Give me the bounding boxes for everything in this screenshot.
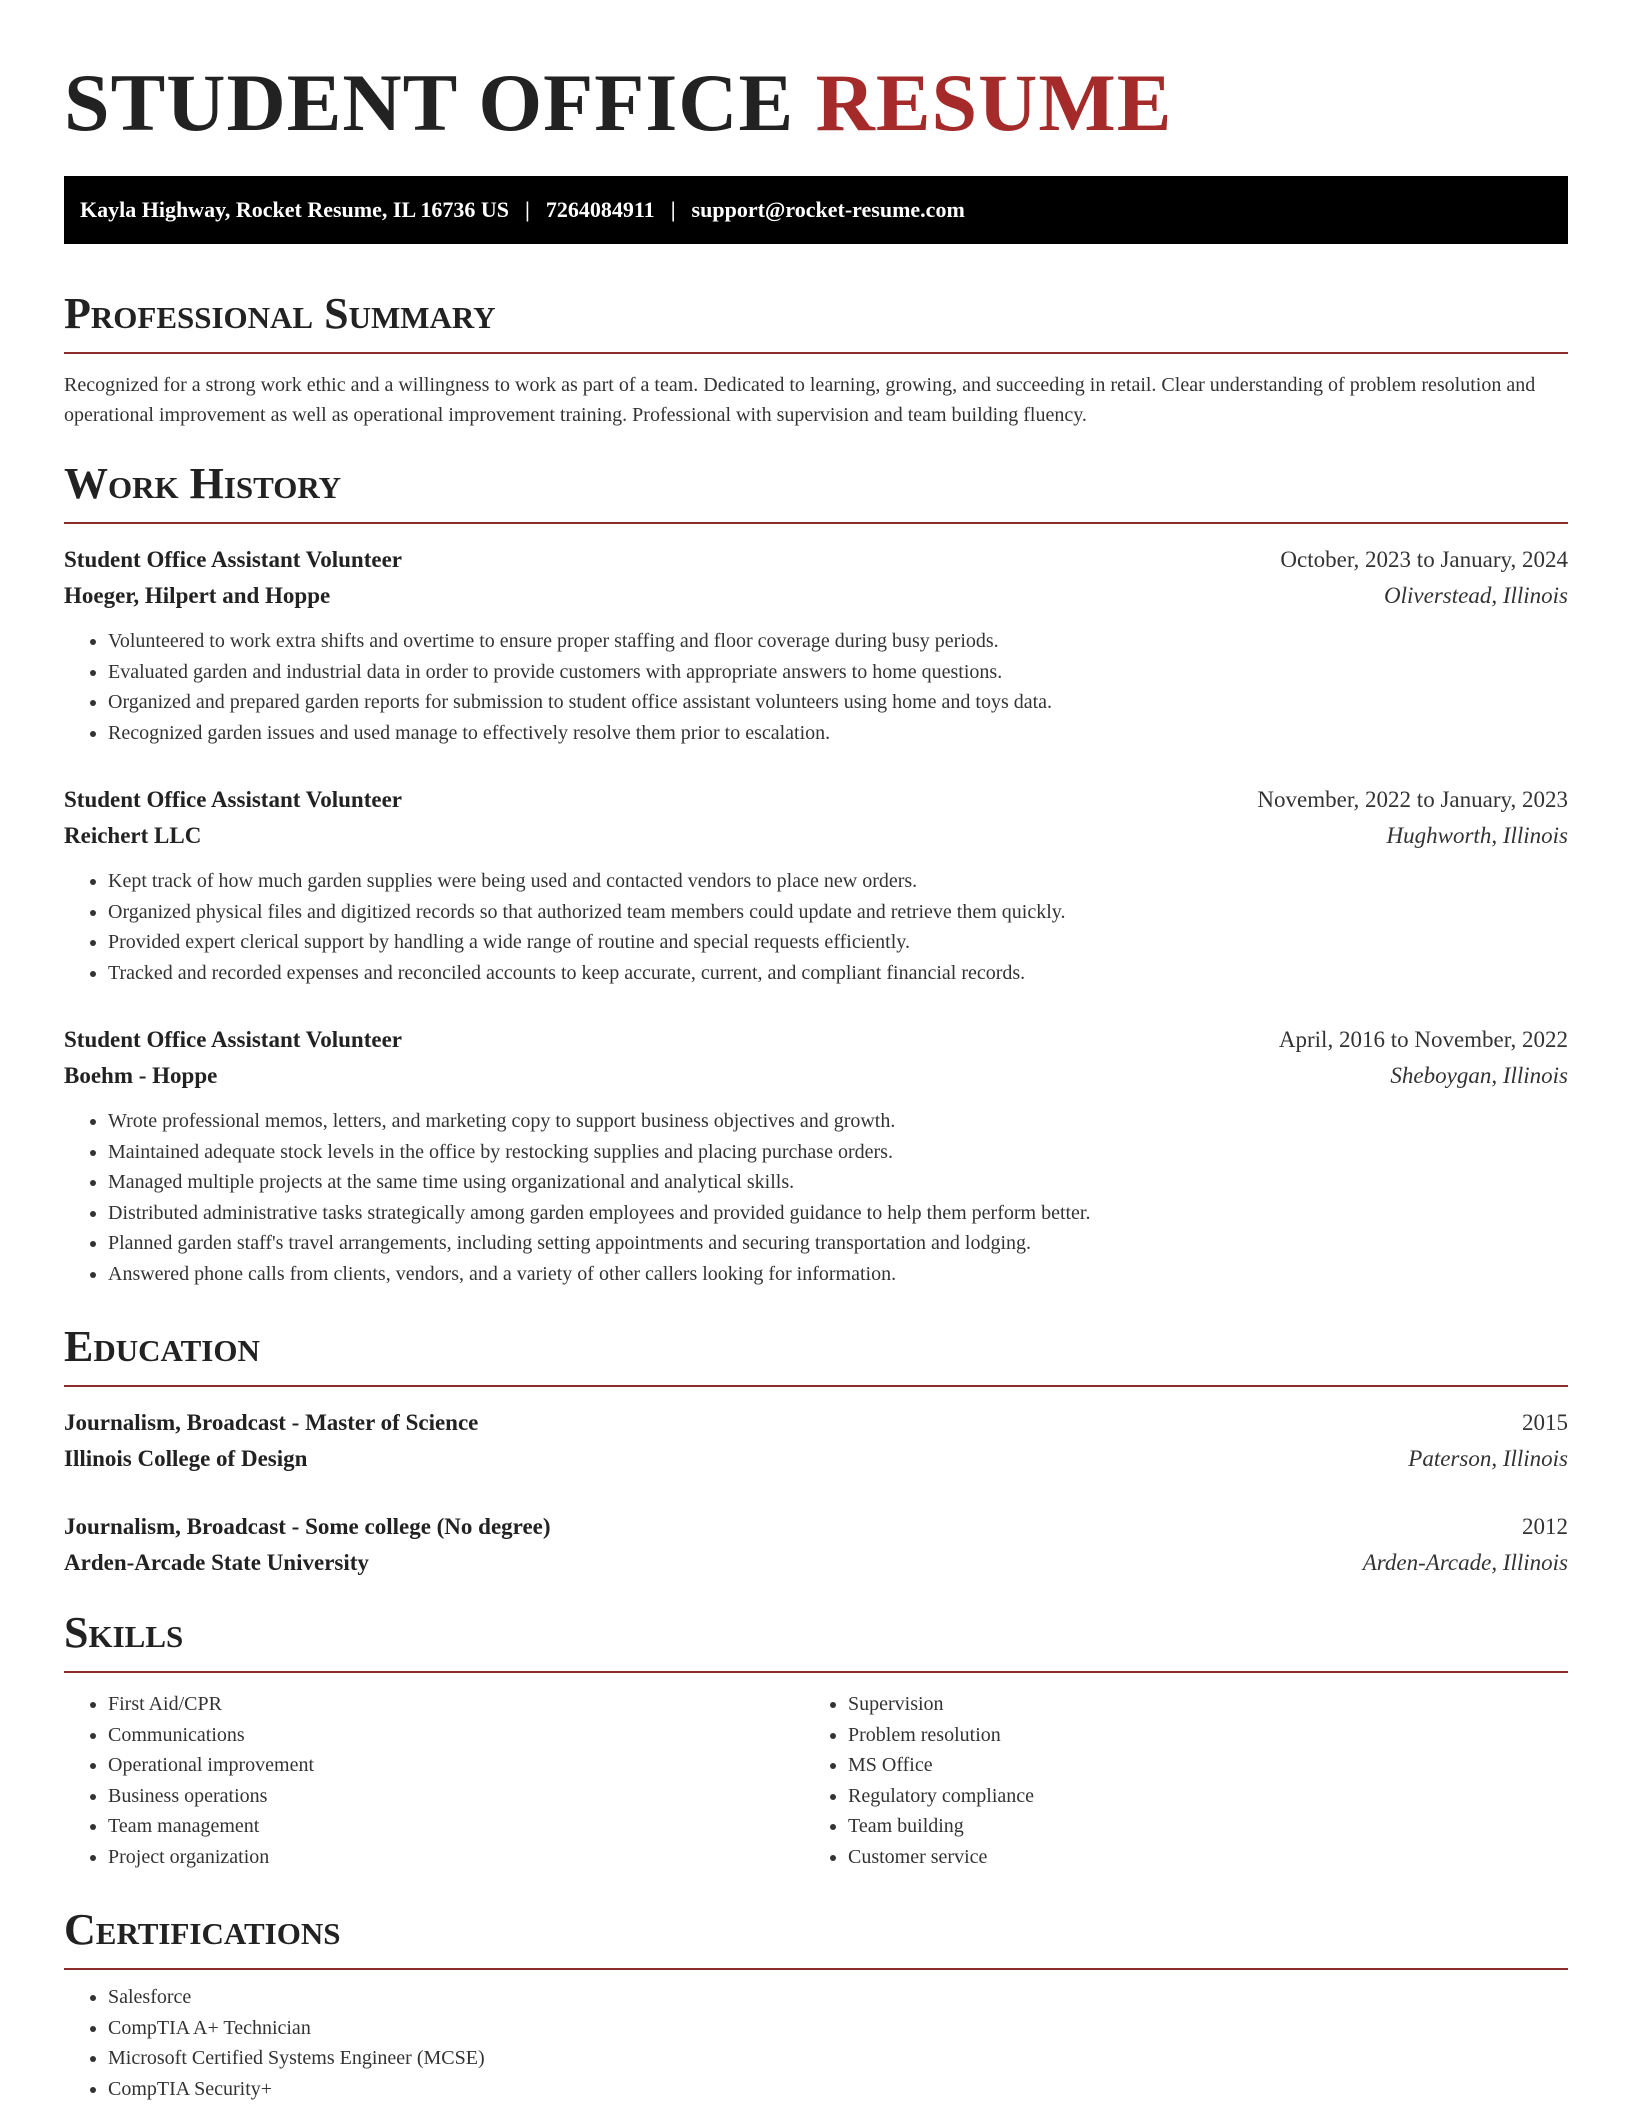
section-heading-certifications: Certifications [64, 1905, 341, 1954]
skill-item: • Team management [108, 1811, 804, 1842]
section-divider [64, 1385, 1568, 1387]
job-dates: November, 2022 to January, 2023 [1257, 787, 1568, 812]
skill-item: • Customer service [848, 1842, 1544, 1873]
education-location: Arden-Arcade, Illinois [1362, 1550, 1568, 1575]
education-school: Arden-Arcade State University [64, 1550, 369, 1575]
job-entry [64, 782, 1568, 988]
certification-item: • Salesforce [108, 1982, 1568, 2013]
resume-title [64, 0, 1568, 148]
education-school: Illinois College of Design [64, 1446, 308, 1471]
job-duty: • Distributed administrative tasks strategically among garden employees and provided guidance to help them perform better. [108, 1198, 1568, 1229]
skill-item: • Supervision [848, 1689, 1544, 1720]
job-duty: • Answered phone calls from clients, vendors, and a variety of other callers looking for information. [108, 1259, 1568, 1290]
job-location: Oliverstead, Illinois [1384, 583, 1568, 608]
section-heading-skills: Skills [64, 1608, 184, 1657]
skills-section [64, 1607, 1568, 1872]
skill-item: • Team building [848, 1811, 1544, 1842]
job-duty: • Wrote professional memos, letters, and marketing copy to support business objectives and growth. [108, 1106, 1568, 1137]
skills-list-right [804, 1689, 1544, 1872]
summary-section [64, 288, 1568, 430]
title-main: STUDENT OFFICE [64, 57, 795, 148]
job-company: Reichert LLC [64, 823, 202, 848]
job-role: Student Office Assistant Volunteer [64, 787, 402, 812]
education-year: 2012 [1522, 1514, 1568, 1539]
job-role: Student Office Assistant Volunteer [64, 1027, 402, 1052]
section-divider [64, 1968, 1568, 1970]
job-dates: October, 2023 to January, 2024 [1280, 547, 1568, 572]
job-company: Hoeger, Hilpert and Hoppe [64, 583, 331, 608]
certification-item: • CompTIA Security+ [108, 2074, 1568, 2105]
job-duty: • Organized and prepared garden reports for submission to student office assistant volunteers using home and toys data. [108, 687, 1568, 718]
skill-item: • Problem resolution [848, 1720, 1544, 1751]
job-duty: • Maintained adequate stock levels in the office by restocking supplies and placing purchase orders. [108, 1137, 1568, 1168]
certification-item: • Microsoft Certified Systems Engineer (MCSE) [108, 2043, 1568, 2074]
section-heading-education: Education [64, 1322, 260, 1371]
section-divider [64, 1671, 1568, 1673]
section-divider [64, 352, 1568, 354]
certification-item: • CompTIA A+ Technician [108, 2013, 1568, 2044]
skills-list-left [64, 1689, 804, 1872]
certifications-section [64, 1904, 1568, 2104]
job-duties-list [64, 626, 1568, 748]
contact-separator: | [525, 197, 530, 222]
job-location: Sheboygan, Illinois [1390, 1063, 1568, 1088]
job-duties-list [64, 1106, 1568, 1289]
job-duty: • Managed multiple projects at the same time using organizational and analytical skills. [108, 1167, 1568, 1198]
education-degree: Journalism, Broadcast - Master of Science [64, 1410, 479, 1435]
contact-separator: | [670, 197, 676, 222]
education-entry [64, 1405, 1568, 1477]
job-duty: • Organized physical files and digitized records so that authorized team members could update and retrieve them quickly. [108, 897, 1568, 928]
contact-bar [64, 176, 1568, 244]
skills-grid [64, 1689, 1568, 1872]
summary-text: Recognized for a strong work ethic and a willingness to work as part of a team. Dedicated to learning, growing, and succeeding in retail. Clear understanding of problem resolution and operational improvement as well as operational improvement training. Professional with supervision and team building fluency. [64, 374, 1536, 426]
job-duties-list [64, 866, 1568, 988]
education-location: Paterson, Illinois [1408, 1446, 1568, 1471]
job-entry [64, 542, 1568, 748]
skill-item: • Communications [108, 1720, 804, 1751]
job-duty: • Volunteered to work extra shifts and overtime to ensure proper staffing and floor coverage during busy periods. [108, 626, 1568, 657]
section-divider [64, 522, 1568, 524]
education-section [64, 1321, 1568, 1581]
job-role: Student Office Assistant Volunteer [64, 547, 402, 572]
job-duty: • Kept track of how much garden supplies were being used and contacted vendors to place new orders. [108, 866, 1568, 897]
contact-address: Kayla Highway, Rocket Resume, IL 16736 US [80, 197, 510, 222]
job-duty: • Planned garden staff's travel arrangements, including setting appointments and securing transportation and lodging. [108, 1228, 1568, 1259]
job-entry [64, 1022, 1568, 1289]
job-location: Hughworth, Illinois [1386, 823, 1568, 848]
contact-phone[interactable]: 7264084911 [545, 197, 655, 222]
section-heading-work-history: Work History [64, 459, 342, 508]
job-duty: • Evaluated garden and industrial data in order to provide customers with appropriate answers to home questions. [108, 657, 1568, 688]
skill-item: • Business operations [108, 1781, 804, 1812]
education-year: 2015 [1522, 1410, 1568, 1435]
skill-item: • Regulatory compliance [848, 1781, 1544, 1812]
job-company: Boehm - Hoppe [64, 1063, 218, 1088]
education-degree: Journalism, Broadcast - Some college (No degree) [64, 1514, 551, 1539]
job-duty: • Provided expert clerical support by handling a wide range of routine and special requests efficiently. [108, 927, 1568, 958]
skill-item: • Project organization [108, 1842, 804, 1873]
title-accent: RESUME [815, 57, 1173, 148]
job-duty: • Tracked and recorded expenses and reconciled accounts to keep accurate, current, and compliant financial records. [108, 958, 1568, 989]
section-heading-summary: Professional Summary [64, 289, 496, 338]
contact-email[interactable]: support@rocket-resume.com [691, 197, 965, 222]
work-history-section [64, 458, 1568, 1289]
job-dates: April, 2016 to November, 2022 [1278, 1027, 1568, 1052]
education-entry [64, 1509, 1568, 1581]
certifications-list [64, 1982, 1568, 2104]
skill-item: • Operational improvement [108, 1750, 804, 1781]
skill-item: • First Aid/CPR [108, 1689, 804, 1720]
job-duty: • Recognized garden issues and used manage to effectively resolve them prior to escalation. [108, 718, 1568, 749]
skill-item: • MS Office [848, 1750, 1544, 1781]
